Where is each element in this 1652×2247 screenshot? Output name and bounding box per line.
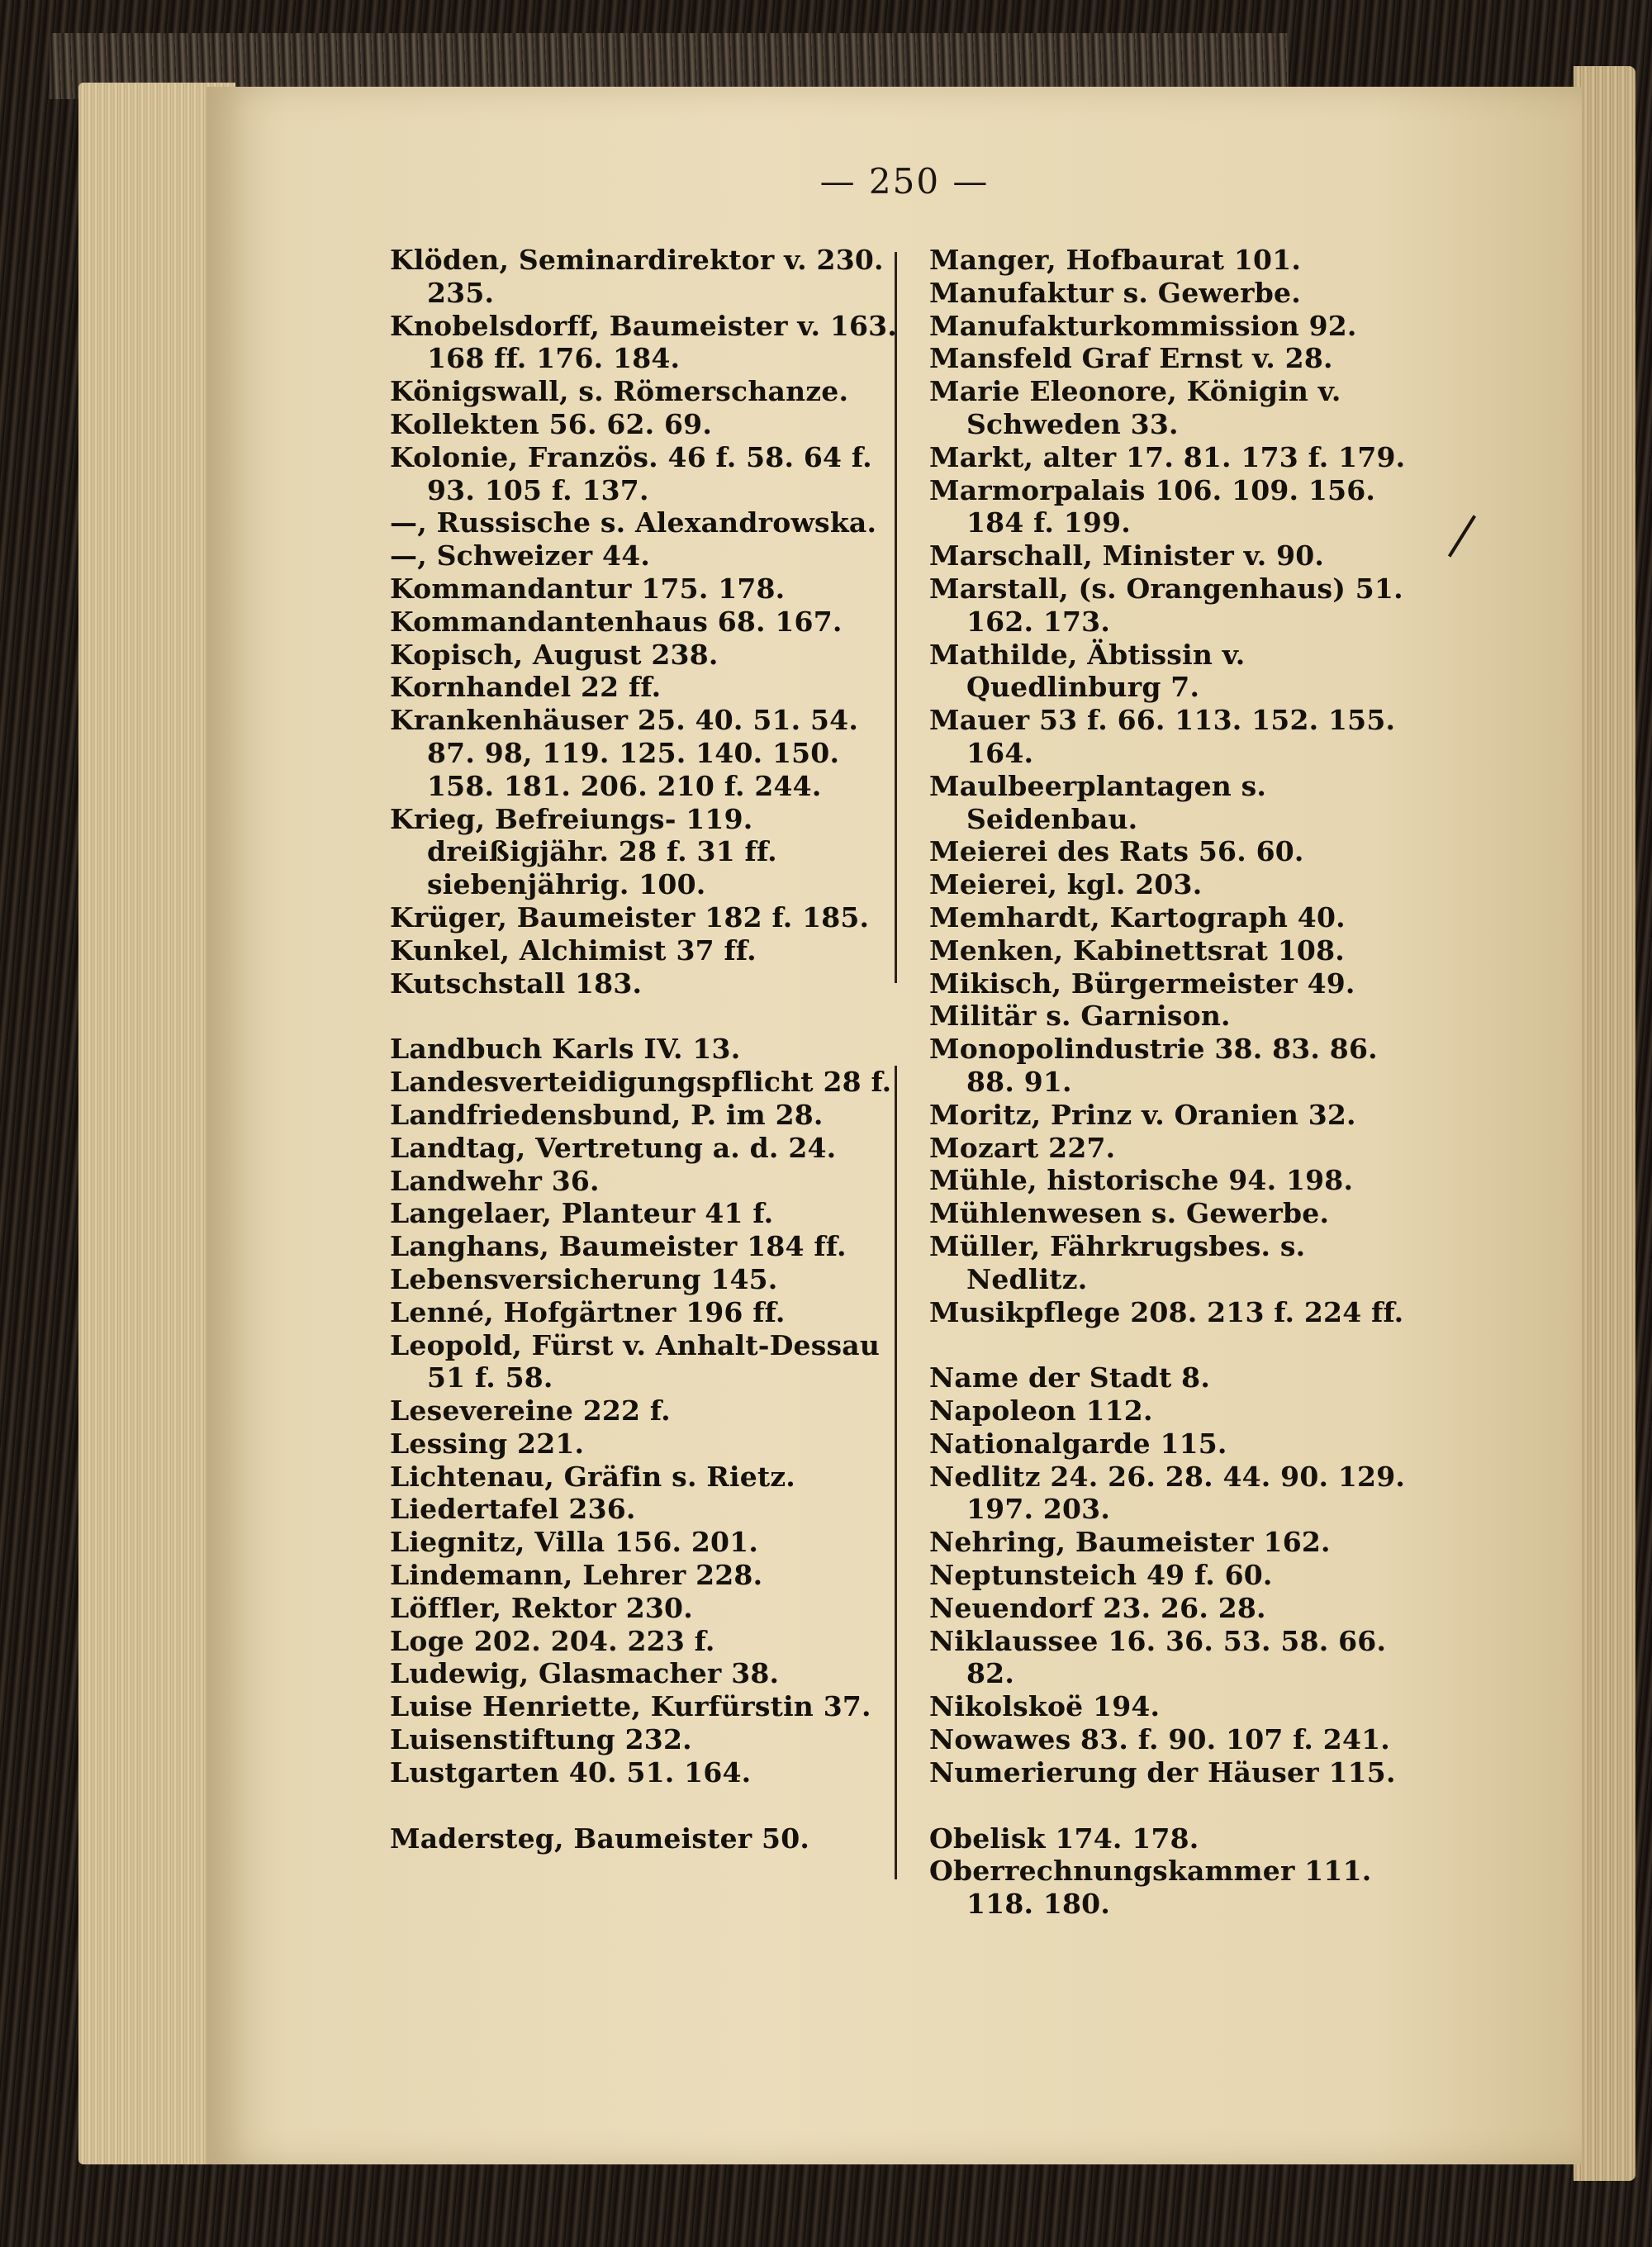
index-entry: Nedlitz 24. 26. 28. 44. 90. 129. 197. 203.: [929, 1460, 1406, 1526]
index-entry: Numerierung der Häuser 115.: [929, 1755, 1396, 1789]
index-entry: Kutschstall 183.: [390, 967, 643, 1000]
index-entry: Maulbeerplantagen s. Seidenbau.: [929, 769, 1267, 835]
index-entry: Kunkel, Alchimist 37 ff.: [390, 933, 757, 967]
index-entry: Lebensversicherung 145.: [390, 1262, 778, 1295]
index-entry: Nationalgarde 115.: [929, 1427, 1227, 1460]
index-entry: Lindemann, Lehrer 228.: [390, 1559, 763, 1592]
index-entry: Langhans, Baumeister 184 ff.: [390, 1230, 847, 1263]
index-entry: Löffler, Rektor 230.: [390, 1591, 693, 1624]
index-entry: Kommandantenhaus 68. 167.: [390, 605, 843, 638]
index-entry: Kommandantur 175. 178.: [390, 572, 786, 605]
index-entry: Kopisch, August 238.: [390, 638, 719, 671]
index-entry: Mühle, historische 94. 198.: [929, 1164, 1354, 1197]
index-entry: Obelisk 174. 178.: [929, 1822, 1199, 1855]
index-entry: Kornhandel 22 ff.: [390, 671, 662, 704]
page-number: — 250 —: [819, 161, 990, 202]
index-entry: Name der Stadt 8.: [929, 1361, 1211, 1394]
index-entry: Lessing 221.: [390, 1427, 585, 1460]
index-entry: Menken, Kabinettsrat 108.: [929, 933, 1345, 967]
index-entry: Lenné, Hofgärtner 196 ff.: [390, 1295, 786, 1328]
index-entry: Mauer 53 f. 66. 113. 152. 155. 164.: [929, 704, 1396, 769]
index-entry: Mikisch, Bürgermeister 49.: [929, 967, 1355, 1000]
index-entry: Landesverteidigungspflicht 28 f.: [390, 1066, 892, 1099]
index-entry: Nowawes 83. f. 90. 107 f. 241.: [929, 1723, 1390, 1756]
index-entry: Liedertafel 236.: [390, 1493, 636, 1526]
index-entry: —, Schweizer 44.: [390, 539, 651, 572]
section-gap: [390, 1789, 910, 1822]
index-entry: Marschall, Minister v. 90.: [929, 539, 1325, 572]
index-entry: Memhardt, Kartograph 40.: [929, 900, 1346, 933]
index-entry: Lustgarten 40. 51. 164.: [390, 1755, 752, 1789]
index-entry: Loge 202. 204. 223 f.: [390, 1624, 715, 1657]
index-entry: Meierei, kgl. 203.: [929, 868, 1203, 901]
index-entry: Klöden, Seminardirektor v. 230. 235.: [390, 244, 884, 309]
index-entry: Neuendorf 23. 26. 28.: [929, 1591, 1266, 1624]
index-entry: Luise Henriette, Kurfürstin 37.: [390, 1690, 871, 1723]
index-entry: Liegnitz, Villa 156. 201.: [390, 1526, 759, 1559]
page-edges-right: [1574, 66, 1635, 2181]
index-entry: Nehring, Baumeister 162.: [929, 1526, 1331, 1559]
index-entry: Manufaktur s. Gewerbe.: [929, 276, 1301, 309]
index-column-right: [929, 244, 1433, 1921]
index-entry: Langelaer, Planteur 41 f.: [390, 1197, 774, 1230]
index-entry: Monopolindustrie 38. 83. 86. 88. 91.: [929, 1033, 1378, 1098]
index-entry: Marmorpalais 106. 109. 156. 184 f. 199.: [929, 473, 1376, 539]
index-entry: Leopold, Fürst v. Anhalt-Dessau 51 f. 58.: [390, 1328, 881, 1394]
index-entry: Krüger, Baumeister 182 f. 185.: [390, 900, 870, 933]
index-entry: Militär s. Garnison.: [929, 1000, 1231, 1033]
index-entry: Luisenstiftung 232.: [390, 1723, 692, 1756]
index-entry: Landtag, Vertretung a. d. 24.: [390, 1131, 837, 1164]
index-entry: Landbuch Karls IV. 13.: [390, 1033, 741, 1066]
index-entry: Niklaussee 16. 36. 53. 58. 66. 82.: [929, 1624, 1387, 1690]
index-entry: Kolonie, Französ. 46 f. 58. 64 f. 93. 105 f. 137.: [390, 440, 872, 506]
index-entry: Moritz, Prinz v. Oranien 32.: [929, 1098, 1356, 1131]
index-entry: Meierei des Rats 56. 60.: [929, 835, 1304, 868]
index-entry: Lichtenau, Gräfin s. Rietz.: [390, 1460, 795, 1493]
index-entry: Madersteg, Baumeister 50.: [390, 1822, 810, 1855]
index-entry: Oberrechnungskammer 111. 118. 180.: [929, 1855, 1372, 1921]
index-entry: Ludewig, Glasmacher 38.: [390, 1657, 780, 1690]
index-entry: Markt, alter 17. 81. 173 f. 179.: [929, 440, 1406, 473]
index-entry: Lesevereine 222 f.: [390, 1394, 671, 1428]
index-entry: Landwehr 36.: [390, 1164, 600, 1197]
section-gap: [929, 1328, 1433, 1361]
index-entry: Landfriedensbund, P. im 28.: [390, 1098, 824, 1131]
index-entry: Mozart 227.: [929, 1131, 1116, 1164]
index-entry: Nikolskoë 194.: [929, 1690, 1161, 1723]
index-entry: Kollekten 56. 62. 69.: [390, 407, 713, 440]
index-entry: Musikpflege 208. 213 f. 224 ff.: [929, 1295, 1404, 1328]
index-entry: Marstall, (s. Orangenhaus) 51. 162. 173.: [929, 572, 1403, 638]
index-entry: Neptunsteich 49 f. 60.: [929, 1559, 1273, 1592]
index-column-left: [390, 244, 910, 1855]
index-entry: Königswall, s. Römerschanze.: [390, 375, 849, 408]
index-entry: Krankenhäuser 25. 40. 51. 54. 87. 98, 119. 125. 140. 150. 158. 181. 206. 210 f. 244.: [390, 704, 859, 802]
index-entry: Knobelsdorff, Baumeister v. 163. 168 ff. 176. 184.: [390, 309, 897, 375]
index-entry: Mathilde, Äbtissin v. Quedlinburg 7.: [929, 638, 1246, 704]
index-entry: Mühlenwesen s. Gewerbe.: [929, 1197, 1330, 1230]
index-entry: Mansfeld Graf Ernst v. 28.: [929, 342, 1333, 375]
index-entry: Marie Eleonore, Königin v. Schweden 33.: [929, 375, 1341, 440]
index-entry: Manufakturkommission 92.: [929, 309, 1357, 342]
index-entry: —, Russische s. Alexandrowska.: [390, 506, 877, 539]
section-gap: [390, 1000, 910, 1033]
index-entry: Manger, Hofbaurat 101.: [929, 244, 1302, 276]
index-entry: Krieg, Befreiungs- 119. dreißigjähr. 28 f. 31 ff. siebenjährig. 100.: [390, 802, 777, 901]
section-gap: [929, 1789, 1433, 1822]
index-entry: Müller, Fährkrugsbes. s. Nedlitz.: [929, 1229, 1306, 1295]
index-entry: Napoleon 112.: [929, 1394, 1153, 1428]
